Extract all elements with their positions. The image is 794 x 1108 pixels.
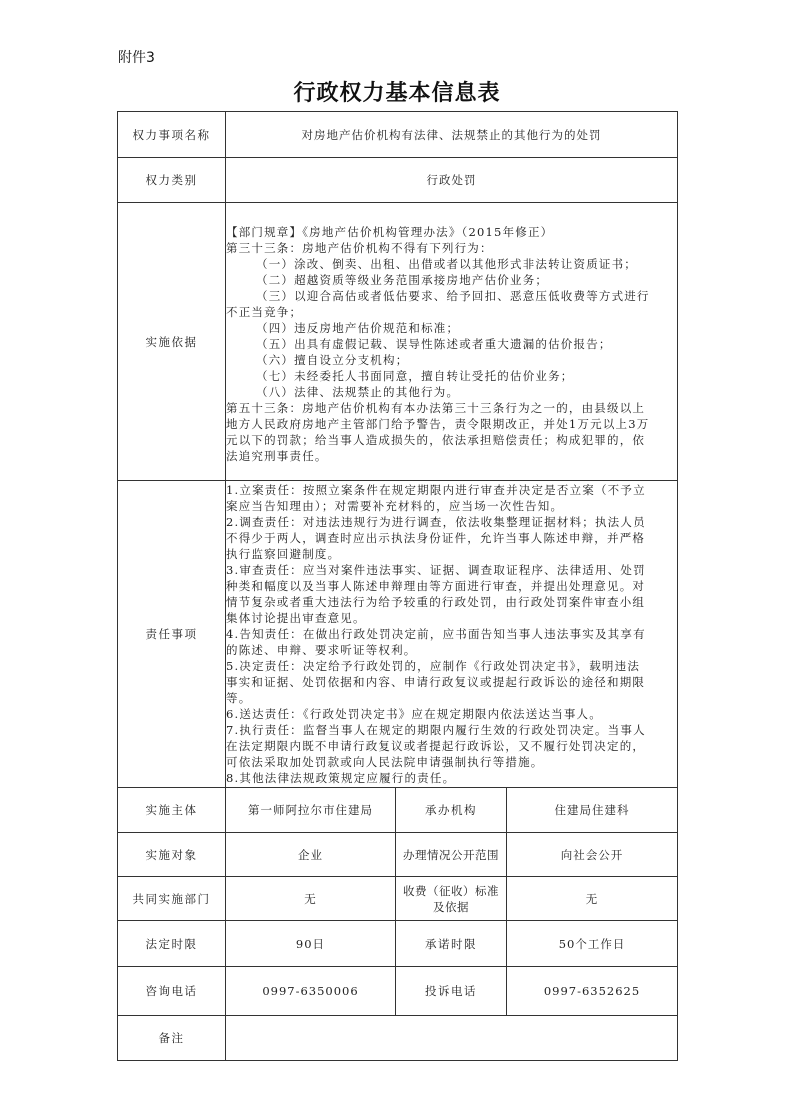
basis-text-block [226,220,677,464]
label-handling-agency: 承办机构 [396,788,507,833]
label-power-name: 权力事项名称 [118,112,226,158]
value-remarks [226,1016,678,1061]
label-promised-time-limit: 承诺时限 [396,921,507,967]
value-joint-departments: 无 [226,877,396,921]
responsibility-text-block [226,482,677,786]
responsibility-line: 3.审查责任：应当对案件违法事实、证据、调查取证程序、法律适用、处罚 [226,563,646,577]
label-legal-time-limit: 法定时限 [118,921,226,967]
row-power-name [118,112,678,158]
row-time-limits [118,921,678,967]
basis-line: （六）擅自设立分支机构； [256,352,409,367]
responsibility-line: 5.决定责任：决定给予行政处罚的，应制作《行政处罚决定书》，载明违法 [226,659,641,673]
basis-line: 不正当竞争； [226,304,303,319]
row-joint-departments [118,877,678,921]
row-power-category [118,158,678,203]
basis-line: （四）违反房地产估价规范和标准； [256,320,460,335]
basis-line: （八）法律、法规禁止的其他行为。 [256,384,460,399]
label-remarks: 备注 [118,1016,226,1061]
label-fee-standard-line1: 收费（征收）标准 [403,883,499,898]
responsibility-line: 1.立案责任：按照立案条件在规定期限内进行审查并决定是否立案（不予立 [226,483,646,497]
label-implementation-basis: 实施依据 [118,203,226,481]
responsibility-line: 案应当告知理由）；对需要补充材料的，应当场一次性告知。 [226,499,564,513]
value-implementation-basis [226,203,678,481]
basis-line: （二）超越资质等级业务范围承接房地产估价业务； [256,272,549,287]
basis-line: （七）未经委托人书面同意，擅自转让受托的估价业务； [256,368,574,383]
value-power-category: 行政处罚 [226,158,678,203]
value-inquiry-phone: 0997-6350006 [226,967,396,1016]
row-implementation-basis [118,203,678,481]
basis-line: （五）出具有虚假记载、误导性陈述或者重大遗漏的估价报告； [256,336,612,351]
value-disclosure-scope: 向社会公开 [507,833,678,877]
value-power-name: 对房地产估价机构有法律、法规禁止的其他行为的处罚 [226,112,678,158]
responsibility-line: 8.其他法律法规政策规定应履行的责任。 [226,771,456,785]
attachment-label: 附件3 [118,50,155,66]
value-responsibilities [226,481,678,788]
responsibility-line: 事实和证据、处罚依据和内容、申请行政复议或提起行政诉讼的途径和期限 [226,675,646,689]
label-disclosure-scope: 办理情况公开范围 [396,833,507,877]
responsibility-line: 可依法采取加处罚款或向人民法院申请强制执行等措施。 [226,755,544,769]
responsibility-line: 情节复杂或者重大违法行为给予较重的行政处罚，由行政处罚案件审查小组 [226,595,646,609]
basis-line: 法追究刑事责任。 [226,448,328,463]
responsibility-line: 在法定期限内既不申请行政复议或者提起行政诉讼，又不履行处罚决定的， [226,739,646,753]
value-implementation-target: 企业 [226,833,396,877]
value-promised-time-limit: 50个工作日 [507,921,678,967]
row-responsibilities [118,481,678,788]
value-handling-agency: 住建局住建科 [507,788,678,833]
responsibility-line: 不得少于两人，调查时应出示执法身份证件，允许当事人陈述申辩，并严格 [226,531,646,545]
row-implementing-body [118,788,678,833]
label-implementing-body: 实施主体 [118,788,226,833]
label-complaint-phone: 投诉电话 [396,967,507,1016]
basis-line: 【部门规章】《房地产估价机构管理办法》（2015年修正） [226,224,554,239]
responsibility-line: 4.告知责任：在做出行政处罚决定前，应书面告知当事人违法事实及其享有 [226,627,646,641]
basis-line: 地方人民政府房地产主管部门给予警告，责令限期改正，并处1万元以上3万 [226,416,650,431]
value-implementing-body: 第一师阿拉尔市住建局 [226,788,396,833]
responsibility-line: 的陈述、申辩、要求听证等权利。 [226,643,417,657]
responsibility-line: 种类和幅度以及当事人陈述申辩理由等方面进行审查，并提出处理意见。对 [226,579,646,593]
page-title: 行政权力基本信息表 [293,80,501,106]
responsibility-line: 集体讨论提出审查意见。 [226,611,366,625]
basis-line: 第三十三条：房地产估价机构不得有下列行为： [226,240,493,255]
responsibility-line: 6.送达责任：《行政处罚决定书》应在规定期限内依法送达当事人。 [226,707,602,721]
label-responsibilities: 责任事项 [118,481,226,788]
label-joint-departments: 共同实施部门 [118,877,226,921]
info-table [117,111,678,1061]
row-implementation-target [118,833,678,877]
label-inquiry-phone: 咨询电话 [118,967,226,1016]
responsibility-line: 执行监察回避制度。 [226,547,341,561]
value-fee-standard: 无 [507,877,678,921]
basis-line: 元以下的罚款；给当事人造成损失的，依法承担赔偿责任；构成犯罪的，依 [226,432,646,447]
responsibility-line: 2.调查责任：对违法违规行为进行调查，依法收集整理证据材料；执法人员 [226,515,646,529]
row-phones [118,967,678,1016]
value-legal-time-limit: 90日 [226,921,396,967]
responsibility-line: 7.执行责任：监督当事人在规定的期限内履行生效的行政处罚决定。当事人 [226,723,646,737]
label-power-category: 权力类别 [118,158,226,203]
basis-line: （一）涂改、倒卖、出租、出借或者以其他形式非法转让资质证书； [256,256,637,271]
responsibility-line: 等。 [226,691,252,705]
basis-line: （三）以迎合高估或者低估要求、给予回扣、恶意压低收费等方式进行 [256,288,650,303]
label-fee-standard [396,877,507,921]
basis-line: 第五十三条：房地产估价机构有本办法第三十三条行为之一的，由县级以上 [226,400,646,415]
value-complaint-phone: 0997-6352625 [507,967,678,1016]
label-fee-standard-line2: 及依据 [433,899,469,914]
row-remarks [118,1016,678,1061]
label-implementation-target: 实施对象 [118,833,226,877]
